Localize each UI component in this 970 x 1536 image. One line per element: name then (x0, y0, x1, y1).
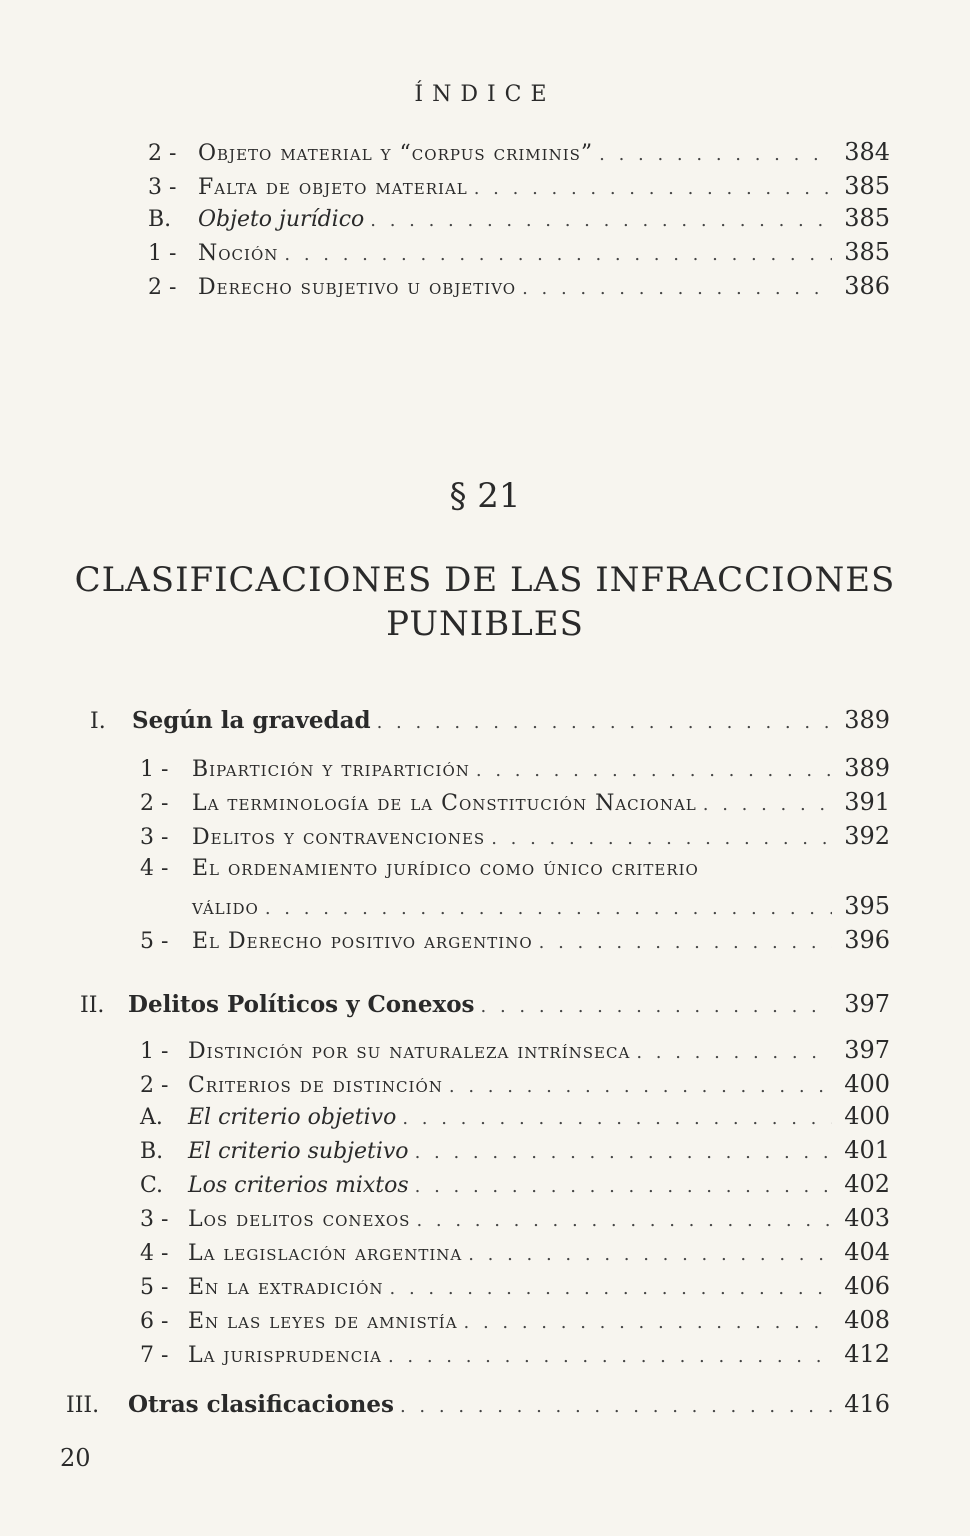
entry-page: 389 (844, 706, 890, 734)
dot-leader (415, 1176, 832, 1197)
dot-leader (449, 1076, 832, 1097)
entry-page: 408 (844, 1306, 890, 1334)
entry-number: 1 - (140, 757, 169, 782)
entry-number: 4 - (140, 1241, 169, 1266)
entry-number: A. (140, 1105, 163, 1130)
entry-page: 397 (844, 1036, 890, 1064)
toc-entry (140, 822, 890, 856)
part-number: I. (90, 709, 106, 734)
entry-title: El criterio objetivo (188, 1105, 397, 1130)
entry-page: 402 (844, 1170, 890, 1198)
toc-entry (140, 1204, 890, 1238)
toc-entry-continuation (140, 892, 890, 926)
entry-title: válido (192, 895, 259, 920)
entry-title: Criterios de distinción (188, 1073, 443, 1098)
entry-title: Bipartición y tripartición (192, 757, 470, 782)
entry-page: 406 (844, 1272, 890, 1300)
entry-title: En las leyes de amnistía (188, 1309, 458, 1334)
toc-entry (140, 754, 890, 788)
toc-entry (148, 238, 890, 272)
entry-number: 5 - (140, 1275, 169, 1300)
entry-title: Los criterios mixtos (188, 1173, 409, 1198)
part-title: Otras clasificaciones (128, 1391, 394, 1418)
dot-leader (491, 828, 832, 849)
dot-leader (599, 144, 832, 165)
toc-entry (148, 138, 890, 172)
section-mark: § 21 (449, 476, 521, 516)
entry-number: 1 - (140, 1039, 169, 1064)
toc-part-heading (90, 706, 890, 740)
dot-leader (522, 278, 832, 299)
entry-page: 416 (844, 1390, 890, 1418)
entry-title: La terminología de la Constitución Nacional (192, 791, 697, 816)
page-number: 20 (60, 1444, 91, 1472)
entry-title: En la extradición (188, 1275, 384, 1300)
entry-page: 395 (844, 892, 890, 920)
entry-page: 385 (844, 204, 890, 232)
toc-entry (140, 926, 890, 960)
entry-number: 4 - (140, 856, 169, 881)
dot-leader (468, 1244, 832, 1265)
entry-title: La legislación argentina (188, 1241, 463, 1266)
entry-number: 5 - (140, 929, 169, 954)
entry-page: 391 (844, 788, 890, 816)
entry-number: 3 - (140, 825, 169, 850)
entry-number: 7 - (140, 1343, 169, 1368)
toc-entry (140, 1340, 890, 1374)
toc-entry (140, 1102, 890, 1136)
dot-leader (400, 1396, 832, 1417)
dot-leader (390, 1278, 832, 1299)
dot-leader (464, 1312, 832, 1333)
entry-number: 2 - (148, 275, 177, 300)
dot-leader (377, 712, 832, 733)
entry-title: Los delitos conexos (188, 1207, 411, 1232)
entry-page: 401 (844, 1136, 890, 1164)
entry-title: Objeto material y “corpus criminis” (198, 141, 594, 166)
part-title: Delitos Políticos y Conexos (128, 991, 475, 1018)
dot-leader (370, 210, 832, 231)
entry-title: El criterio subjetivo (188, 1139, 409, 1164)
entry-number: B. (148, 207, 172, 232)
entry-page: 404 (844, 1238, 890, 1266)
entry-number: 3 - (148, 175, 177, 200)
dot-leader (539, 932, 832, 953)
toc-entry (140, 1238, 890, 1272)
toc-entry (140, 1036, 890, 1070)
entry-page: 389 (844, 754, 890, 782)
entry-page: 386 (844, 272, 890, 300)
toc-entry (148, 272, 890, 306)
toc-entry (140, 1136, 890, 1170)
entry-number: C. (140, 1173, 164, 1198)
dot-leader (476, 760, 832, 781)
entry-page: 392 (844, 822, 890, 850)
entry-page: 385 (844, 238, 890, 266)
entry-title: Objeto jurídico (198, 207, 365, 232)
part-number: II. (80, 993, 105, 1018)
dot-leader (284, 244, 832, 265)
dot-leader (636, 1042, 832, 1063)
entry-title: El ordenamiento jurídico como único criterio (192, 856, 699, 881)
entry-page: 400 (844, 1070, 890, 1098)
entry-number: 2 - (148, 141, 177, 166)
entry-page: 384 (844, 138, 890, 166)
dot-leader (265, 898, 832, 919)
entry-title: Derecho subjetivo u objetivo (198, 275, 517, 300)
toc-entry (140, 1070, 890, 1104)
dot-leader (416, 1210, 832, 1231)
entry-title: La jurisprudencia (188, 1343, 382, 1368)
dot-leader (703, 794, 832, 815)
entry-number: 3 - (140, 1207, 169, 1232)
entry-page: 385 (844, 172, 890, 200)
entry-title: Falta de objeto material (198, 175, 468, 200)
toc-entry (140, 788, 890, 822)
entry-page: 396 (844, 926, 890, 954)
entry-page: 400 (844, 1102, 890, 1130)
entry-number: 6 - (140, 1309, 169, 1334)
toc-entry (148, 172, 890, 206)
running-head: ÍNDICE (414, 82, 556, 107)
toc-entry (140, 1306, 890, 1340)
toc-entry (140, 856, 890, 890)
entry-number: 1 - (148, 241, 177, 266)
dot-leader (481, 996, 832, 1017)
toc-entry (140, 1170, 890, 1204)
part-number: III. (66, 1393, 100, 1418)
entry-title: Noción (198, 241, 279, 266)
entry-title: El Derecho positivo argentino (192, 929, 533, 954)
chapter-title: CLASIFICACIONES DE LAS INFRACCIONES PUNIBLES (74, 560, 896, 644)
toc-part-heading (80, 990, 890, 1024)
dot-leader (474, 178, 832, 199)
entry-title: Distinción por su naturaleza intrínseca (188, 1039, 631, 1064)
entry-number: 2 - (140, 791, 169, 816)
dot-leader (415, 1142, 832, 1163)
dot-leader (402, 1108, 832, 1129)
entry-page: 397 (844, 990, 890, 1018)
entry-number: 2 - (140, 1073, 169, 1098)
entry-title: Delitos y contravenciones (192, 825, 486, 850)
toc-entry (148, 204, 890, 238)
entry-number: B. (140, 1139, 164, 1164)
entry-page: 403 (844, 1204, 890, 1232)
part-title: Según la gravedad (132, 707, 371, 734)
toc-part-heading (66, 1390, 890, 1424)
dot-leader (388, 1346, 832, 1367)
entry-page: 412 (844, 1340, 890, 1368)
toc-entry (140, 1272, 890, 1306)
